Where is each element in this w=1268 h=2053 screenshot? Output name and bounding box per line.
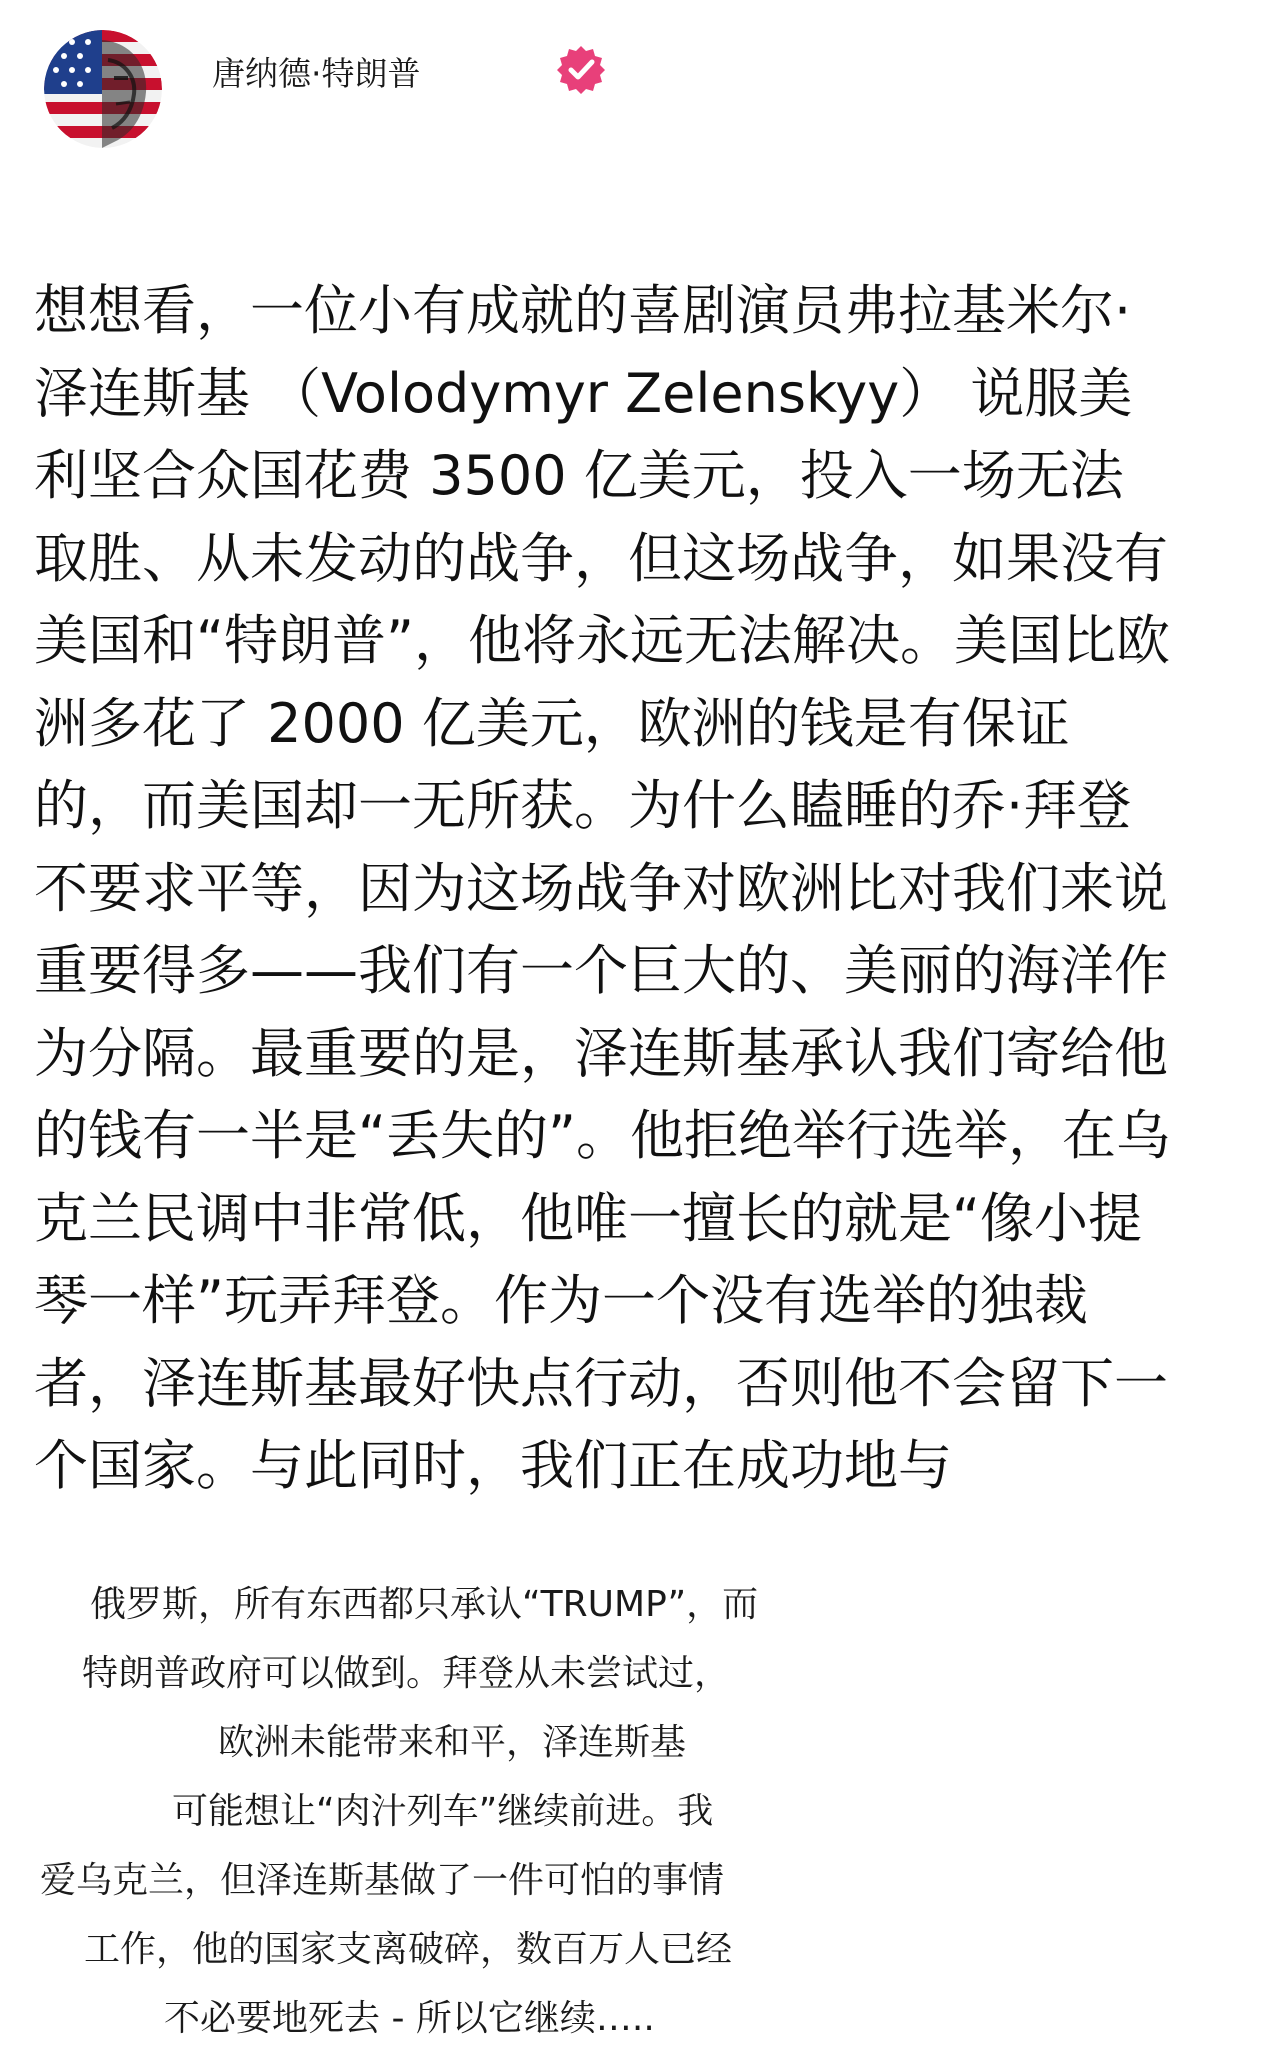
quote-line: 俄罗斯，所有东西都只承认“TRUMP”，而 [90, 1584, 759, 1625]
verified-badge-icon [556, 44, 606, 94]
quote-line: 欧洲未能带来和平，泽连斯基 [218, 1722, 687, 1763]
avatar-flag-portrait-icon [44, 30, 162, 148]
post-line: 取胜、从未发动的战争，但这场战争，如果没有 [34, 526, 1168, 590]
post-line: 个国家。与此同时，我们正在成功地与 [34, 1434, 952, 1497]
avatar[interactable] [44, 30, 162, 148]
post-line: 为分隔。最重要的是，泽连斯基承认我们寄给他 [34, 1021, 1168, 1085]
post-line: 的，而美国却一无所获。为什么瞌睡的乔·拜登 [34, 774, 1132, 837]
quote-line: 可能想让“肉汁列车”继续前进。我 [172, 1791, 714, 1832]
post-line: 洲多花了 2000 亿美元，欧洲的钱是有保证 [34, 691, 1070, 755]
quote-line: 不必要地死去 - 所以它继续….. [164, 1998, 655, 2039]
post-line: 不要求平等，因为这场战争对欧洲比对我们来说 [34, 856, 1168, 920]
quote-line: 特朗普政府可以做到。拜登从未尝试过， [82, 1653, 731, 1694]
post-line: 克兰民调中非常低，他唯一擅长的就是“像小提 [34, 1186, 1142, 1250]
post-line: 琴一样”玩弄拜登。作为一个没有选举的独裁 [34, 1269, 1088, 1332]
post-line: 泽连斯基 （Volodymyr Zelenskyy） 说服美 [34, 361, 1133, 425]
post-line: 美国和“特朗普”，他将永远无法解决。美国比欧 [34, 609, 1170, 672]
post-line: 利坚合众国花费 3500 亿美元，投入一场无法 [34, 444, 1124, 507]
post-line: 的钱有一半是“丢失的”。他拒绝举行选举，在乌 [34, 1104, 1170, 1167]
post-line: 想想看，一位小有成就的喜剧演员弗拉基米尔· [34, 279, 1132, 342]
quote-line: 爱乌克兰，但泽连斯基做了一件可怕的事情 [40, 1860, 725, 1901]
quote-line: 工作，他的国家支离破碎，数百万人已经 [84, 1929, 733, 1970]
post-body [34, 270, 1244, 1508]
post-line: 者，泽连斯基最好快点行动，否则他不会留下一 [34, 1351, 1168, 1415]
post-line: 重要得多——我们有一个巨大的、美丽的海洋作 [34, 939, 1168, 1002]
post-header [44, 30, 1224, 154]
author-name[interactable]: 唐纳德·特朗普 [212, 54, 421, 93]
